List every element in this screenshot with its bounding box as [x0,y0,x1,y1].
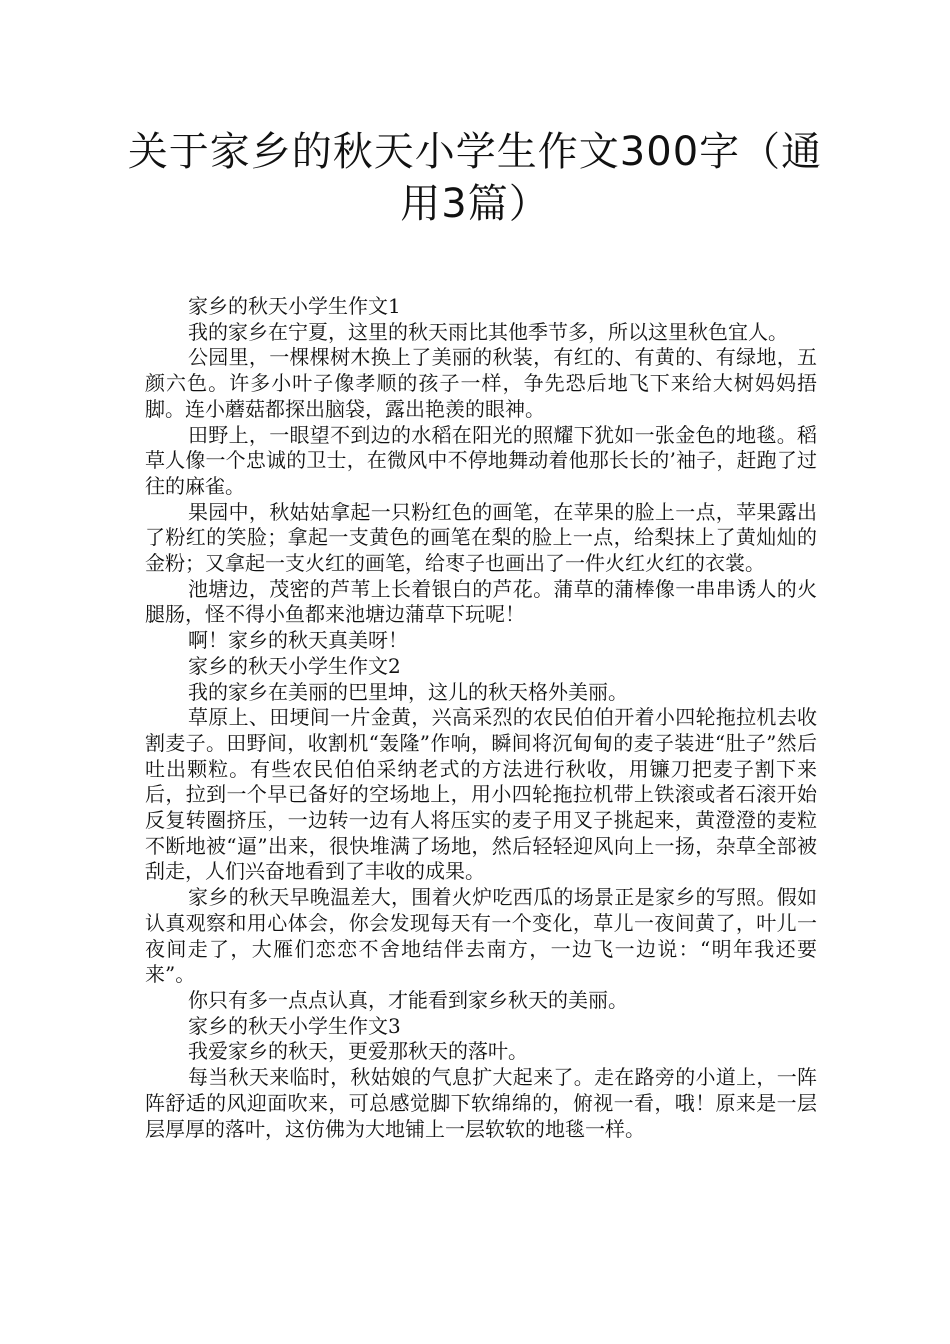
paragraph: 田野上，一眼望不到边的水稻在阳光的照耀下犹如一张金色的地毯。稻草人像一个忠诚的卫士，在微风中不停地舞动着他那长长的’袖子，赶跑了过往的麻雀。 [145,422,817,498]
paragraph: 我爱家乡的秋天，更爱那秋天的落叶。 [188,1039,528,1064]
paragraph: 我的家乡在宁夏，这里的秋天雨比其他季节多，所以这里秋色宜人。 [188,319,788,344]
paragraph: 果园中，秋姑姑拿起一只粉红色的画笔，在苹果的脸上一点，苹果露出了粉红的笑脸；拿起一支黄色的画笔在梨的脸上一点，给梨抹上了黄灿灿的金粉；又拿起一支火红的画笔，给枣子也画出了一件火红火红的衣裳。 [145,499,817,576]
paragraph: 我的家乡在美丽的巴里坤，这儿的秋天格外美丽。 [188,679,628,704]
paragraph: 池塘边，茂密的芦苇上长着银白的芦花。蒲草的蒲棒像一串串诱人的火腿肠，怪不得小鱼都来池塘边蒲草下玩呢！ [145,576,817,627]
essay-heading-3: 家乡的秋天小学生作文3 [188,1013,401,1038]
paragraph: 你只有多一点点认真，才能看到家乡秋天的美丽。 [188,987,628,1012]
paragraph: 公园里，一棵棵树木换上了美丽的秋装，有红的、有黄的、有绿地，五颜六色。许多小叶子像孝顺的孩子一样，争先恐后地飞下来给大树妈妈捂脚。连小蘑菇都探出脑袋，露出艳羡的眼神。 [145,345,817,421]
paragraph: 啊！家乡的秋天真美呀！ [188,628,408,653]
essay-heading-2: 家乡的秋天小学生作文2 [188,653,401,678]
paragraph: 每当秋天来临时，秋姑娘的气息扩大起来了。走在路旁的小道上，一阵阵舒适的风迎面吹来，可总感觉脚下软绵绵的，俯视一看，哦！原来是一层层厚厚的落叶，这仿佛为大地铺上一层软软的地毯一样。 [145,1065,817,1141]
paragraph: 家乡的秋天早晚温差大，围着火炉吃西瓜的场景正是家乡的写照。假如认真观察和用心体会，你会发现每天有一个变化，草儿一夜间黄了，叶儿一夜间走了，大雁们恋恋不舍地结伴去南方，一边飞一边说：“明年我还要来”。 [145,885,817,987]
document-title: 关于家乡的秋天小学生作文300字（通用3篇） [127,129,823,227]
essay-heading-1: 家乡的秋天小学生作文1 [188,294,401,318]
paragraph: 草原上、田埂间一片金黄，兴高采烈的农民伯伯开着小四轮拖拉机去收割麦子。田野间，收割机“轰隆”作响，瞬间将沉甸甸的麦子装进“肚子”然后吐出颗粒。有些农民伯伯采纳老式的方法进行秋收，用镰刀把麦子割下来后，拉到一个早已备好的空场地上，用小四轮拖拉机带上铁滚或者石滚开始反复转圈挤压，一边转一边有人将压实的麦子用叉子挑起来，黄澄澄的麦粒不断地被“逼”出来，很快堆满了场地，然后轻轻迎风向上一扬，杂草全部被刮走，人们兴奋地看到了丰收的成果。 [145,705,817,884]
document-body [145,294,817,1142]
